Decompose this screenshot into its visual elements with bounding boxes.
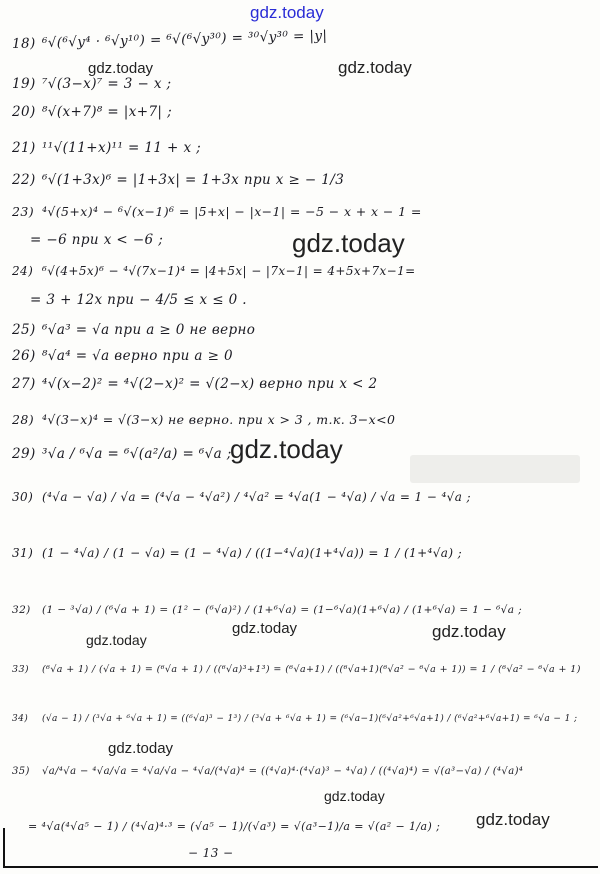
solution-line-25 xyxy=(12,322,255,338)
solution-line-19 xyxy=(12,76,172,92)
solution-line-24 xyxy=(12,264,416,278)
solution-line-35 xyxy=(12,766,523,777)
margin-line xyxy=(3,828,5,868)
problem-number: 27) xyxy=(12,376,36,392)
solution-line-34 xyxy=(12,714,577,724)
problem-number: 31) xyxy=(12,546,34,560)
solution-line-35-cont xyxy=(28,820,440,833)
solution-line-24-cont xyxy=(30,292,247,308)
solution-line-30 xyxy=(12,490,471,504)
page-number-text: − 13 − xyxy=(188,846,234,860)
page-number xyxy=(188,846,233,860)
problem-number: 23) xyxy=(12,204,34,219)
watermark: gdz.today xyxy=(86,632,147,648)
problem-number: 32) xyxy=(12,604,31,616)
solution-line-20 xyxy=(12,104,172,120)
solution-line-18 xyxy=(12,28,328,52)
problem-number: 34) xyxy=(12,714,29,724)
watermark: gdz.today xyxy=(108,740,174,757)
problem-number: 35) xyxy=(12,766,30,777)
problem-number: 30) xyxy=(12,490,34,504)
solution-text: √a/⁴√a − ⁴√a/√a = ⁴√a/√a − ⁴√a/(⁴√a)⁴ = ((⁴√a)⁴·(⁴√a)³ − ⁴√a) / ((⁴√a)⁴) = √(a³−√a) / (⁴√a)⁴ xyxy=(42,766,524,777)
solution-text: ⁴√(3−x)⁴ = √(3−x) не верно. при x > 3 , т.к. 3−x<0 xyxy=(42,412,396,427)
solution-line-29 xyxy=(12,446,232,462)
solution-text: = ⁴√a(⁴√a⁵ − 1) / (⁴√a)⁴·³ = (√a⁵ − 1)/(√a³) = √(a³−1)/a = √(a² − 1/a) ; xyxy=(28,820,441,833)
bottom-rule xyxy=(3,866,598,868)
solution-text: ¹¹√(11+x)¹¹ = 11 + x ; xyxy=(42,140,202,156)
solution-line-33 xyxy=(12,664,581,675)
solution-line-32 xyxy=(12,604,522,616)
watermark: gdz.today xyxy=(338,58,412,77)
problem-number: 19) xyxy=(12,76,36,92)
solution-text: = −6 при x < −6 ; xyxy=(30,232,164,248)
solution-text: (1 − ³√a) / (⁶√a + 1) = (1² − (⁶√a)²) / (1+⁶√a) = (1−⁶√a)(1+⁶√a) / (1+⁶√a) = 1 − ⁶√a ; xyxy=(42,604,523,616)
problem-number: 29) xyxy=(12,446,36,462)
solution-line-23 xyxy=(12,204,422,219)
problem-number: 18) xyxy=(11,35,36,52)
solution-text: ⁶√(4+5x)⁶ − ⁴√(7x−1)⁴ = |4+5x| − |7x−1| = 4+5x+7x−1= xyxy=(42,264,416,278)
solution-line-23-cont xyxy=(30,232,163,248)
watermark: gdz.today xyxy=(324,788,385,804)
solution-text: (⁶√a + 1) / (√a + 1) = (⁶√a + 1) / ((⁶√a)³+1³) = (⁶√a+1) / ((⁶√a+1)(⁶√a² − ⁶√a + 1)) = 1 / (⁶√a² − ⁶√a + 1) xyxy=(42,664,581,675)
solution-line-22 xyxy=(12,172,344,188)
solution-text: ⁸√a⁴ = √a верно при a ≥ 0 xyxy=(42,348,233,364)
watermark: gdz.today xyxy=(88,60,154,77)
problem-number: 28) xyxy=(12,412,34,427)
solution-text: ³√a / ⁶√a = ⁶√(a²/a) = ⁶√a ; xyxy=(42,446,232,462)
solution-line-26 xyxy=(12,348,233,364)
problem-number: 22) xyxy=(12,172,36,188)
solution-text: ⁶√(1+3x)⁶ = |1+3x| = 1+3x при x ≥ − 1/3 xyxy=(42,172,345,188)
solution-text: (1 − ⁴√a) / (1 − √a) = (1 − ⁴√a) / ((1−⁴√a)(1+⁴√a)) = 1 / (1+⁴√a) ; xyxy=(42,546,463,560)
solution-line-31 xyxy=(12,546,462,560)
problem-number: 33) xyxy=(12,664,29,675)
problem-number: 26) xyxy=(12,348,36,364)
problem-number: 25) xyxy=(12,322,36,338)
solution-text: ⁶√(⁶√y⁴ · ⁶√y¹⁰) = ⁶√(⁶√y³⁰) = ³⁰√y³⁰ = |y| xyxy=(41,27,328,52)
problem-number: 24) xyxy=(12,264,34,278)
smudge-mark xyxy=(410,455,580,483)
solution-text: ⁴√(x−2)² = ⁴√(2−x)² = √(2−x) верно при x < 2 xyxy=(42,376,378,392)
watermark: gdz.today xyxy=(230,434,343,464)
solution-text: ⁸√(x+7)⁸ = |x+7| ; xyxy=(42,104,173,120)
solution-text: ⁶√a³ = √a при a ≥ 0 не верно xyxy=(42,322,256,338)
solution-text: (⁴√a − √a) / √a = (⁴√a − ⁴√a²) / ⁴√a² = ⁴√a(1 − ⁴√a) / √a = 1 − ⁴√a ; xyxy=(42,490,471,504)
solution-text: ⁴√(5+x)⁴ − ⁶√(x−1)⁶ = |5+x| − |x−1| = −5 − x + x − 1 = xyxy=(42,204,422,219)
problem-number: 20) xyxy=(12,104,36,120)
solution-text: (√a − 1) / (³√a + ⁶√a + 1) = ((⁶√a)³ − 1³) / (³√a + ⁶√a + 1) = (⁶√a−1)(⁶√a²+⁶√a+1) / (⁶√a²+⁶√a+1) = ⁶√a − 1 ; xyxy=(42,714,578,724)
watermark: gdz.today xyxy=(292,228,405,258)
watermark-top: gdz.today xyxy=(250,3,324,22)
solution-line-21 xyxy=(12,140,201,156)
watermark: gdz.today xyxy=(232,620,298,637)
watermark: gdz.today xyxy=(476,810,550,829)
solution-line-28 xyxy=(12,412,395,427)
watermark: gdz.today xyxy=(432,622,506,641)
problem-number: 21) xyxy=(12,140,36,156)
solution-text: ⁷√(3−x)⁷ = 3 − x ; xyxy=(42,76,172,92)
solution-text: = 3 + 12x при − 4/5 ≤ x ≤ 0 . xyxy=(30,292,247,308)
solution-line-27 xyxy=(12,376,378,392)
